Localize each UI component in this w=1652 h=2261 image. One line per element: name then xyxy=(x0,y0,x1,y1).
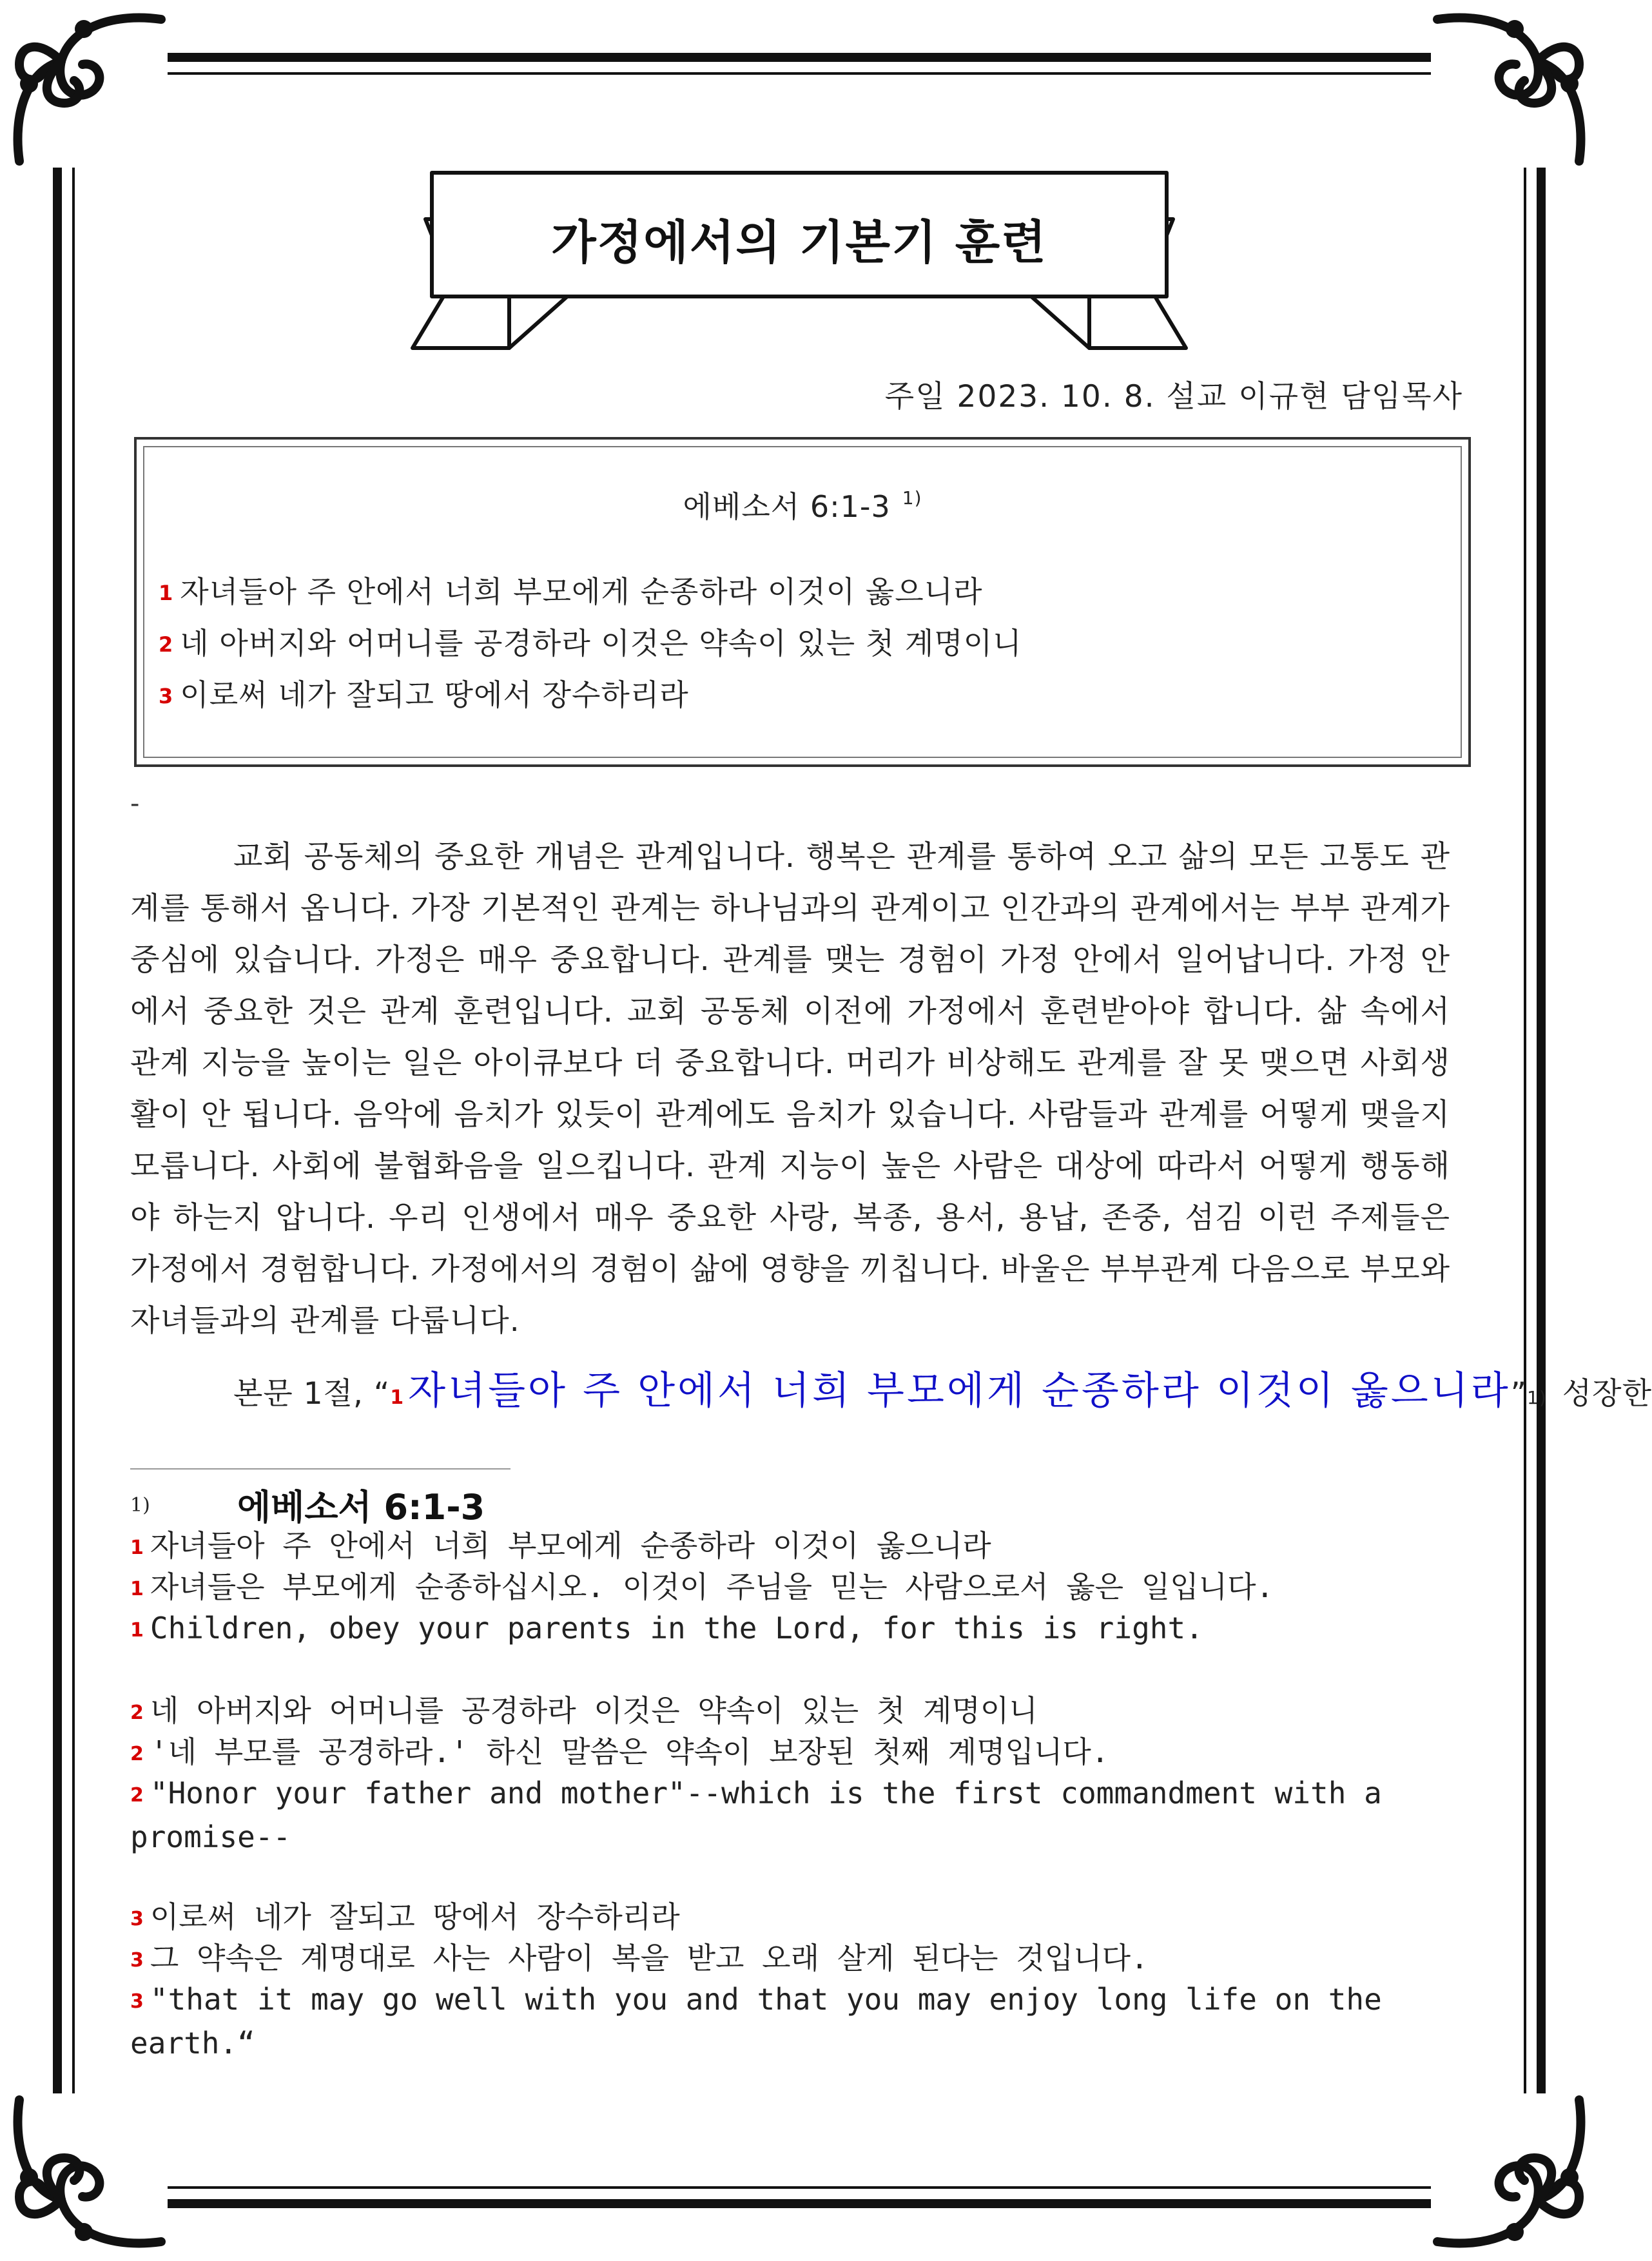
sermon-body xyxy=(130,831,1450,1347)
footnote-text: 자녀들은 부모에게 순종하십시오. 이것이 주님을 믿는 사람으로서 옳은 일입니다. xyxy=(150,1569,1274,1604)
scripture-verse xyxy=(159,620,1022,663)
footnote-text: 그 약속은 계명대로 사는 사람이 복을 받고 오래 살게 된다는 것입니다. xyxy=(150,1941,1149,1975)
scripture-reference xyxy=(137,483,1468,526)
footnote-line xyxy=(130,1607,1458,1651)
quote-prefix: 본문 1절, “ xyxy=(233,1376,391,1412)
separator-dash: - xyxy=(130,789,140,819)
footnote-mark: 1) xyxy=(130,1494,150,1517)
scripture-verse xyxy=(159,568,983,611)
footnote-line xyxy=(130,1566,1458,1610)
verse-number: 2 xyxy=(130,1784,144,1807)
corner-ornament-bottom-right-icon xyxy=(1431,2093,1599,2261)
footnote-line xyxy=(130,1896,1458,1940)
verse-number: 3 xyxy=(159,684,174,708)
scripture-verse xyxy=(159,672,689,714)
verse-number: 1 xyxy=(159,581,174,605)
footnote-ref[interactable]: 1) xyxy=(902,487,922,509)
page-title: 가정에서의 기본기 훈련 xyxy=(551,215,1047,269)
verse-number: 2 xyxy=(130,1743,144,1765)
corner-ornament-top-left-icon xyxy=(0,0,168,168)
verse-number: 3 xyxy=(130,1990,144,2013)
footnote-text: "that it may go well with you and that you may enjoy long life on the earth.“ xyxy=(130,1982,1400,2061)
footnote-line xyxy=(130,1690,1458,1734)
corner-ornament-top-right-icon xyxy=(1431,0,1599,168)
quote-verse-number: 1 xyxy=(390,1386,405,1409)
scripture-box xyxy=(134,437,1471,767)
footnote-heading: 에베소서 6:1-3 xyxy=(237,1487,485,1528)
footnote-line xyxy=(130,1731,1458,1775)
sermon-info: 주일 2023. 10. 8. 설교 이규현 담임목사 xyxy=(884,379,1463,414)
verse-number: 3 xyxy=(130,1908,144,1930)
quote-close: ” xyxy=(1510,1376,1528,1412)
footnote-text: 자녀들아 주 안에서 너희 부모에게 순종하라 이것이 옳으니라 xyxy=(150,1528,991,1563)
footnote-text: "Honor your father and mother"--which is the first commandment with a promise-- xyxy=(130,1776,1400,1854)
footnote-text: '네 부모를 공경하라.' 하신 말씀은 약속이 보장된 첫째 계명입니다. xyxy=(150,1734,1109,1769)
footnote-text: Children, obey your parents in the Lord, for this is right. xyxy=(150,1611,1203,1645)
corner-ornament-bottom-left-icon xyxy=(0,2093,168,2261)
footnote-line xyxy=(130,1937,1458,1981)
footnote-rule xyxy=(130,1468,510,1470)
verse-number: 1 xyxy=(130,1537,144,1559)
verse-number: 1 xyxy=(130,1578,144,1600)
verse-number: 1 xyxy=(130,1619,144,1642)
verse-text: 이로써 네가 잘되고 땅에서 장수하리라 xyxy=(180,677,689,712)
verse-number: 2 xyxy=(159,632,174,657)
verse-number: 3 xyxy=(130,1949,144,1972)
verse-text: 네 아버지와 어머니를 공경하라 이것은 약속이 있는 첫 계명이니 xyxy=(180,626,1022,661)
footnote-line xyxy=(130,1525,1458,1569)
footnote-text: 네 아버지와 어머니를 공경하라 이것은 약속이 있는 첫 계명이니 xyxy=(150,1693,1038,1728)
verse-text: 자녀들아 주 안에서 너희 부모에게 순종하라 이것이 옳으니라 xyxy=(180,574,983,609)
footnote-line xyxy=(130,1772,1458,1858)
scripture-reference-text: 에베소서 6:1-3 xyxy=(683,489,891,524)
body-paragraph: 교회 공동체의 중요한 개념은 관계입니다. 행복은 관계를 통하여 오고 삶의 모든 고통도 관계를 통해서 옵니다. 가장 기본적인 관계는 하나님과의 관계이고 인간과의 관계에서는 부부 관계가 중심에 있습니다. 가정은 매우 중요합니다. 관계를 맺는 경험이 가정 안에서 일어납니다. 가정 안에서 중요한 것은 관계 훈련입니다. 교회 공동체 이전에 가정에서 훈련받아야 합니다. 삶 속에서 관계 지능을 높이는 일은 아이큐보다 더 중요합니다. 머리가 비상해도 관계를 잘 못 맺으면 사회생활이 안 됩니다. 음악에 음치가 있듯이 관계에도 음치가 있습니다. 사람들과 관계를 어떻게 맺을지 모릅니다. 사회에 불협화음을 일으킵니다. 관계 지능이 높은 사람은 대상에 따라서 어떻게 행동해야 하는지 압니다. 우리 인생에서 매우 중요한 사랑, 복종, 용서, 용납, 존중, 섬김 이런 주제들은 가정에서 경험합니다. 가정에서의 경험이 삶에 영향을 끼칩니다. 바울은 부부관계 다음으로 부모와 자녀들과의 관계를 다룹니다. xyxy=(130,839,1450,1339)
quote-suffix: 성장한 xyxy=(1562,1376,1652,1412)
footnote-line xyxy=(130,1979,1458,2064)
quote-line xyxy=(233,1360,1652,1418)
verse-number: 2 xyxy=(130,1702,144,1724)
quote-footnote-ref[interactable]: 1) xyxy=(1527,1387,1547,1408)
quote-text: 자녀들아 주 안에서 너희 부모에게 순종하라 이것이 옳으니라 xyxy=(408,1368,1511,1413)
footnote-text: 이로써 네가 잘되고 땅에서 장수하리라 xyxy=(150,1899,680,1934)
